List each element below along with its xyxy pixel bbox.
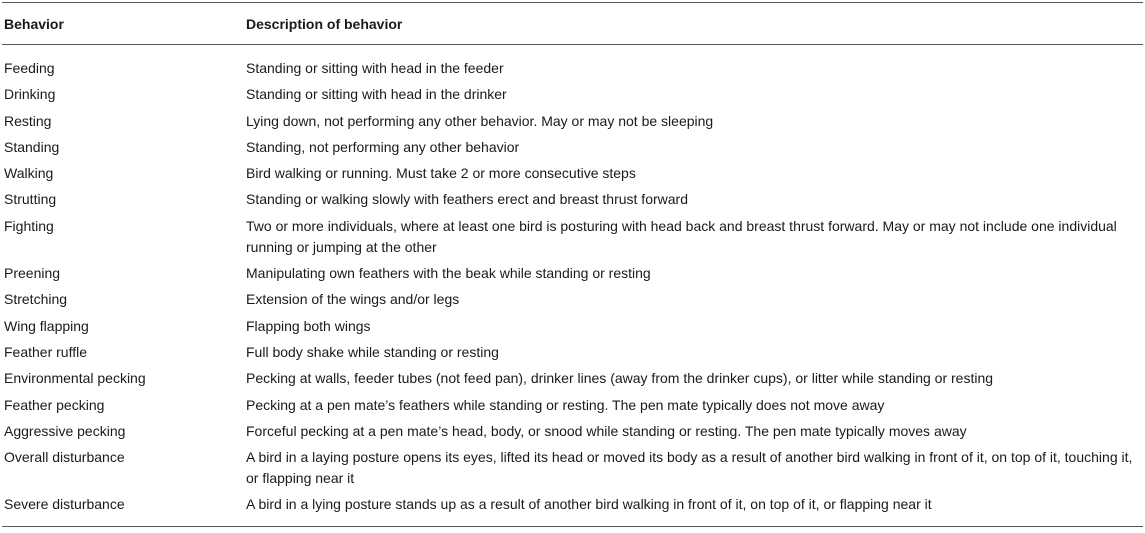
behavior-cell: Resting [4, 112, 52, 129]
behavior-cell: Fighting [4, 217, 54, 234]
description-cell: Full body shake while standing or resting [246, 343, 499, 360]
behavior-cell: Wing flapping [4, 317, 89, 334]
table-row [2, 395, 1143, 421]
description-cell: Forceful pecking at a pen mate’s head, body, or snood while standing or resting. The pen mate typically moves away [246, 422, 967, 439]
table-row [2, 216, 1143, 263]
behavior-cell: Stretching [4, 291, 68, 308]
table-row [2, 263, 1143, 289]
table-row [2, 368, 1143, 394]
table-row [2, 342, 1143, 368]
description-cell: Extension of the wings and/or legs [246, 291, 460, 308]
behavior-cell: Preening [4, 265, 61, 282]
description-cell: Two or more individuals, where at least one bird is posturing with head back and breast thrust forward. May or may not include one individual running or jumping at the other [246, 217, 1117, 255]
description-cell: Standing or sitting with head in the drinker [246, 86, 507, 103]
table-row [2, 447, 1143, 494]
description-cell: Standing or sitting with head in the feeder [246, 60, 504, 76]
behavior-cell: Environmental pecking [4, 370, 146, 387]
description-cell: A bird in a laying posture opens its eyes, lifted its head or moved its body as a result of another bird walking in front of it, on top of it, touching it, or flapping near it [246, 449, 1133, 487]
behavior-cell: Aggressive pecking [4, 422, 126, 439]
description-cell: Flapping both wings [246, 317, 371, 334]
description-cell: Lying down, not performing any other behavior. May or may not be sleeping [246, 112, 714, 129]
description-cell: Pecking at walls, feeder tubes (not feed pan), drinker lines (away from the drinker cups), or litter while standing or resting [246, 370, 994, 387]
behavior-cell: Overall disturbance [4, 449, 125, 466]
description-cell: Standing or walking slowly with feathers erect and breast thrust forward [246, 191, 688, 208]
behavior-cell: Strutting [4, 191, 57, 208]
table-body [2, 45, 1143, 526]
table-header-row [2, 3, 1143, 45]
table-row [2, 163, 1143, 189]
behavior-cell: Drinking [4, 86, 56, 103]
table-row [2, 84, 1143, 110]
table-row [2, 316, 1143, 342]
table-row [2, 137, 1143, 163]
table-row [2, 421, 1143, 447]
table-row [2, 189, 1143, 215]
behavior-cell: Feather ruffle [4, 343, 88, 360]
table-row [2, 111, 1143, 137]
behavior-cell: Feeding [4, 60, 55, 76]
description-cell: Bird walking or running. Must take 2 or more consecutive steps [246, 165, 636, 182]
behavior-cell: Standing [4, 138, 60, 155]
header-behavior: Behavior [4, 15, 64, 32]
behavior-cell: Walking [4, 165, 54, 182]
behavior-cell: Feather pecking [4, 396, 105, 413]
description-cell: A bird in a lying posture stands up as a result of another bird walking in front of it, on top of it, or flapping near it [246, 496, 932, 513]
description-cell: Standing, not performing any other behavior [246, 138, 520, 155]
description-cell: Pecking at a pen mate’s feathers while standing or resting. The pen mate typically does not move away [246, 396, 885, 413]
table-row [2, 289, 1143, 315]
description-cell: Manipulating own feathers with the beak while standing or resting [246, 265, 651, 282]
header-description: Description of behavior [246, 15, 403, 32]
table-row [2, 58, 1143, 84]
behavior-cell: Severe disturbance [4, 496, 125, 513]
behavior-table [2, 2, 1143, 527]
table-row [2, 494, 1143, 520]
